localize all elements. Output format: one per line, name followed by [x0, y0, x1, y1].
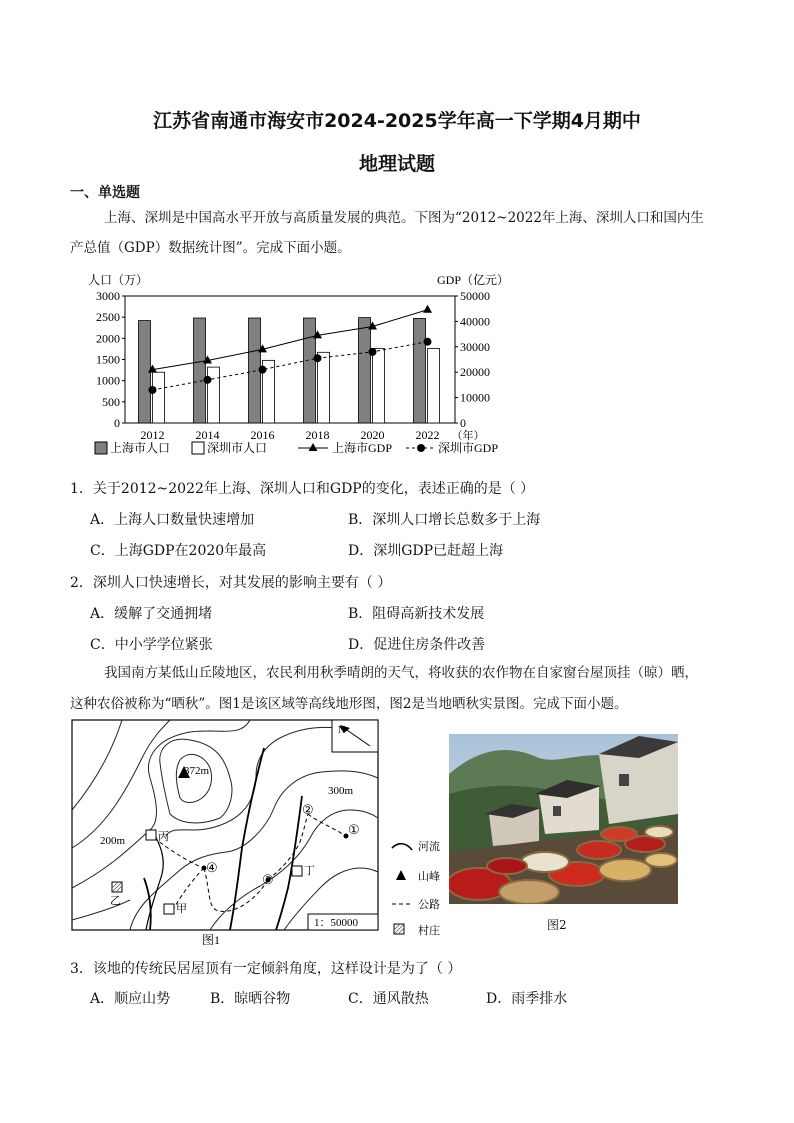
sunning-autumn-photo	[449, 734, 678, 904]
question-3-stem: 3．该地的传统民居屋顶有一定倾斜角度，这样设计是为了（ ）	[70, 961, 462, 977]
population-gdp-chart	[80, 266, 530, 462]
bar-shanghai-pop	[194, 318, 206, 423]
q1-option-a[interactable]: A．上海人口数量快速增加	[90, 512, 255, 528]
intro-paragraph-1a: 上海、深圳是中国高水平开放与高质量发展的典范。下图为“2012~2022年上海、深圳人口和国内生	[104, 210, 704, 226]
point-shenzhen-gdp	[314, 354, 322, 362]
x-axis-tick-label: 2020	[360, 428, 385, 442]
village-jia: 甲	[176, 903, 187, 915]
left-axis-tick-label: 0	[114, 416, 120, 430]
legend-swatch-shenzhen-pop	[192, 442, 204, 454]
village-ding: 丁	[304, 865, 315, 877]
q2-option-c[interactable]: C．中小学学位紧张	[90, 637, 213, 653]
q2-option-d[interactable]: D．促进住房条件改善	[348, 637, 486, 653]
point-3: ③	[262, 872, 274, 887]
contour-label-300: 300m	[328, 785, 354, 797]
legend-shanghai-pop: 上海市人口	[110, 441, 171, 455]
bar-shenzhen-pop	[428, 348, 440, 423]
village-icon	[146, 830, 156, 840]
left-axis-tick-label: 2000	[96, 331, 120, 346]
x-axis-unit: （年）	[451, 430, 485, 442]
figure-1-caption: 图1	[202, 933, 221, 947]
point-4: ④	[206, 860, 218, 875]
point-2: ②	[302, 802, 314, 817]
left-axis-tick-label: 1500	[96, 352, 120, 367]
q3-option-d[interactable]: D．雨季排水	[486, 991, 568, 1007]
right-axis-label: GDP（亿元）	[437, 273, 510, 287]
village-bing: 丙	[158, 831, 169, 843]
q1-option-b[interactable]: B．深圳人口增长总数多于上海	[348, 512, 541, 528]
right-axis-tick-label: 10000	[460, 390, 490, 405]
legend-peak: 山峰	[418, 871, 440, 883]
bar-shanghai-pop	[359, 318, 371, 423]
bar-shanghai-pop	[414, 318, 426, 423]
point-shenzhen-gdp	[424, 338, 432, 346]
point-shenzhen-gdp	[204, 376, 212, 384]
left-axis-tick-label: 500	[102, 394, 120, 409]
village-icon	[292, 866, 302, 876]
right-axis-tick-label: 30000	[460, 339, 490, 354]
village-icon	[164, 904, 174, 914]
contour-label-200: 200m	[100, 835, 126, 847]
x-axis-tick-label: 2018	[305, 428, 330, 442]
point-shenzhen-gdp	[149, 386, 157, 394]
legend-shanghai-gdp: 上海市GDP	[332, 441, 393, 455]
bar-shenzhen-pop	[208, 367, 220, 423]
bar-shenzhen-pop	[153, 372, 165, 423]
legend-village: 村庄	[418, 925, 440, 937]
point-shanghai-gdp	[423, 305, 432, 313]
right-axis-tick-label: 50000	[460, 289, 490, 303]
map-scale: 1：50000	[314, 917, 358, 929]
point-1: ①	[348, 822, 360, 837]
question-1-stem: 1．关于2012~2022年上海、深圳人口和GDP的变化，表述正确的是（ ）	[70, 481, 535, 497]
x-axis-tick-label: 2016	[250, 428, 275, 442]
question-2-stem: 2．深圳人口快速增长，对其发展的影响主要有（ ）	[70, 575, 392, 591]
q3-option-a[interactable]: A．顺应山势	[90, 991, 171, 1007]
village-yi: 乙	[110, 895, 121, 907]
legend-swatch-shanghai-pop	[95, 442, 107, 454]
x-axis-tick-label: 2022	[415, 428, 440, 442]
north-label: N	[338, 725, 346, 736]
peak-legend-icon	[396, 870, 406, 880]
section-heading: 一、单选题	[70, 185, 140, 201]
legend-marker-shanghai-gdp	[309, 443, 318, 451]
point-shenzhen-gdp	[259, 366, 267, 374]
q3-option-b[interactable]: B．晾晒谷物	[210, 991, 291, 1007]
right-axis-tick-label: 0	[460, 416, 466, 430]
right-axis-tick-label: 40000	[460, 314, 490, 329]
chart-plot-frame	[125, 296, 455, 423]
legend-shenzhen-gdp: 深圳市GDP	[438, 441, 499, 455]
x-axis-tick-label: 2012	[140, 428, 165, 442]
intro-paragraph-1b: 产总值（GDP）数据统计图”。完成下面小题。	[70, 240, 351, 256]
left-axis-tick-label: 2500	[96, 310, 120, 325]
q2-option-a[interactable]: A．缓解了交通拥堵	[90, 606, 213, 622]
peak-label: 372m	[184, 765, 210, 777]
bar-shenzhen-pop	[373, 348, 385, 423]
q1-option-c[interactable]: C．上海GDP在2020年最高	[90, 543, 267, 559]
intro-paragraph-2b: 这种农俗被称为“晒秋”。图1是该区域等高线地形图，图2是当地晒秋实景图。完成下面小题。	[70, 696, 628, 712]
figure-2-caption: 图2	[547, 918, 567, 932]
legend-river: 河流	[418, 841, 440, 853]
legend-marker-shenzhen-gdp	[417, 444, 425, 452]
right-axis-tick-label: 20000	[460, 365, 490, 380]
left-axis-tick-label: 3000	[96, 289, 120, 303]
river-legend-icon	[392, 844, 412, 850]
left-axis-tick-label: 1000	[96, 373, 120, 388]
q3-option-c[interactable]: C．通风散热	[348, 991, 429, 1007]
q2-option-b[interactable]: B．阻碍高新技术发展	[348, 606, 485, 622]
page-title: 江苏省南通市海安市2024-2025学年高一下学期4月期中	[153, 110, 641, 132]
legend-road: 公路	[418, 899, 440, 911]
q1-option-d[interactable]: D．深圳GDP已赶超上海	[348, 543, 504, 559]
bar-shenzhen-pop	[318, 352, 330, 423]
contour-map-figure	[70, 718, 448, 950]
point-shenzhen-gdp	[369, 348, 377, 356]
intro-paragraph-2a: 我国南方某低山丘陵地区，农民利用秋季晴朗的天气，将收获的农作物在自家窗台屋顶挂（晾）晒，	[104, 665, 698, 681]
page-subtitle: 地理试题	[358, 153, 435, 175]
left-axis-label: 人口（万）	[88, 273, 149, 287]
legend-shenzhen-pop: 深圳市人口	[207, 441, 268, 455]
x-axis-tick-label: 2014	[195, 428, 220, 442]
bar-shanghai-pop	[304, 318, 316, 423]
